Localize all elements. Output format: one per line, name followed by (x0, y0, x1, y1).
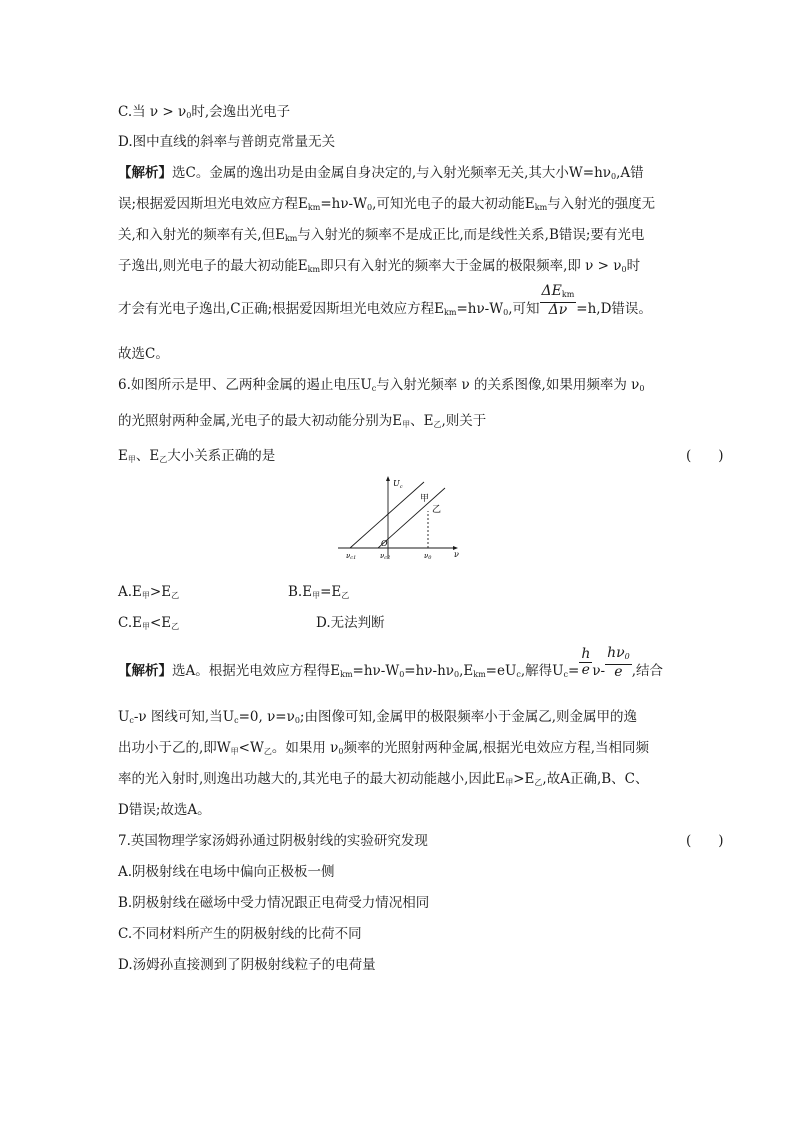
subscript: 乙 (171, 591, 180, 600)
analysis-text: ;由图像可知,金属甲的极限频率小于金属乙,则金属甲的逸 (299, 709, 638, 725)
analysis-text: =h,D错误。 (576, 301, 652, 317)
fraction-numerator: ΔE (541, 282, 562, 299)
subscript: 0 (399, 670, 405, 679)
analysis-text: 故选C。 (118, 346, 169, 362)
tick-nu-c2: νc2 (380, 552, 391, 561)
option-text: =E (320, 584, 342, 600)
subscript: 乙 (159, 455, 168, 464)
subscript: 甲 (312, 591, 321, 600)
analysis-5-line-3 (118, 226, 644, 248)
analysis-tag: 【解析】 (118, 165, 172, 181)
subscript: 0 (611, 172, 617, 181)
analysis-text: 与入射光的强度无 (547, 196, 656, 212)
analysis-text: 频率的光照射两种金属,根据光电效应方程,当相同频 (343, 740, 650, 756)
subscript: c (129, 716, 134, 725)
question-6-line-1 (118, 376, 644, 398)
line-jia-label: 甲 (420, 494, 430, 504)
analysis-text: ,解得U (520, 663, 564, 679)
y-axis-label: $U_c$ (393, 479, 403, 490)
subscript: 0 (503, 308, 509, 317)
fraction-denominator: Δν (548, 301, 568, 318)
option-text: D.无法判断 (316, 615, 385, 631)
analysis-text: =hν-W (456, 301, 504, 317)
q6-option-d (316, 614, 385, 632)
uc-nu-graph (338, 474, 464, 562)
question-text: ,则关于 (441, 413, 487, 429)
analysis-5-conclusion (118, 345, 169, 363)
subscript: 甲 (505, 778, 514, 787)
analysis-text: ,结合 (631, 663, 664, 679)
analysis-5-line-1 (118, 164, 644, 186)
fraction-hnu0-over-e (605, 646, 632, 680)
analysis-5-line-4 (118, 257, 640, 279)
question-text: 、E (135, 448, 160, 464)
subscript: 甲 (402, 420, 411, 429)
subscript: c (234, 716, 239, 725)
analysis-text: >E (513, 771, 535, 787)
q7-option-d (118, 956, 376, 974)
question-text: E (118, 448, 128, 464)
option-text: <E (150, 615, 172, 631)
subscript: 0 (453, 670, 460, 679)
analysis-text: 率的光入射时,则逸出功越大的,其光电子的最大初动能越小,因此E (118, 771, 506, 787)
subscript: c (563, 670, 568, 679)
subscript: km (444, 308, 457, 317)
analysis-text: 才会有光电子逸出,C正确;根据爱因斯坦光电效应方程E (118, 301, 445, 317)
analysis-text: =0, ν=ν (238, 709, 295, 725)
analysis-text: 子逸出,则光电子的最大初动能E (118, 258, 308, 274)
subscript: 甲 (142, 622, 150, 631)
subscript: 0 (367, 203, 373, 212)
subscript: km (340, 670, 353, 679)
fraction-numerator: hν (607, 644, 625, 661)
analysis-tag: 【解析】 (118, 663, 172, 679)
tick-nu-c1: νc1 (346, 552, 357, 561)
subscript: 甲 (230, 747, 239, 756)
subscript: 乙 (433, 420, 442, 429)
question-text: 大小关系正确的是 (167, 448, 276, 464)
subscript: c (371, 384, 377, 393)
analysis-text: 误;根据爱因斯坦光电效应方程E (118, 196, 308, 212)
option-text: A.阴极射线在电场中偏向正极板一侧 (118, 864, 335, 880)
fraction-denominator: e (581, 662, 590, 678)
question-text: 的光照射两种金属,光电子的最大初动能分别为E (118, 413, 403, 429)
option-c-text: C.当 ν > ν (118, 104, 187, 120)
question-text: 、E (410, 413, 434, 429)
option-c-tail: 时,会逸出光电子 (191, 104, 291, 120)
q7-option-a (118, 863, 335, 881)
analysis-6-line-4 (118, 770, 649, 792)
analysis-text: D错误;故选A。 (118, 802, 211, 818)
analysis-text: ν- (592, 663, 606, 679)
option-text: A.E (118, 584, 142, 600)
question-text: 与入射光频率 ν 的关系图像,如果用频率为 ν (376, 377, 640, 393)
subscript: 乙 (263, 747, 272, 756)
line-yi-label: 乙 (432, 505, 442, 515)
q6-option-a (118, 583, 179, 605)
analysis-text: =hν-hν (404, 663, 454, 679)
answer-bracket-q7: ( ) (686, 833, 724, 849)
subscript: 乙 (341, 591, 350, 600)
x-axis-label: ν (454, 550, 459, 559)
analysis-text: = (568, 663, 580, 679)
fraction-denominator: e (614, 663, 623, 680)
analysis-text: 选A。根据光电效应方程得E (172, 663, 341, 679)
question-text: 6.如图所示是甲、乙两种金属的遏止电压U (118, 377, 372, 393)
option-d-text: D.图中直线的斜率与普朗克常量无关 (118, 134, 336, 150)
analysis-text: =hν-W (320, 196, 367, 212)
analysis-text: ,可知 (508, 301, 540, 317)
q6-option-b (288, 583, 349, 605)
subscript: 0 (621, 265, 627, 274)
analysis-text: U (118, 709, 130, 725)
answer-bracket-q6: ( ) (686, 448, 724, 464)
analysis-6-line-2 (118, 708, 637, 730)
subscript: 乙 (171, 622, 180, 631)
option-text: B.阴极射线在磁场中受力情况跟正电荷受力情况相同 (118, 895, 430, 911)
subscript: km (473, 670, 486, 679)
fraction-h-over-e (579, 647, 592, 678)
analysis-text: 出功小于乙的,即W (118, 740, 231, 756)
subscript: 乙 (534, 778, 543, 787)
option-text: B.E (288, 584, 313, 600)
subscript: 0 (624, 651, 630, 661)
question-7-stem (118, 832, 428, 850)
q6-option-c (118, 614, 179, 636)
analysis-text: ,E (459, 663, 474, 679)
subscript: 0 (186, 111, 192, 120)
question-text: 7.英国物理学家汤姆孙通过阴极射线的实验研究发现 (118, 833, 428, 849)
analysis-text: ,故A正确,B、C、 (542, 771, 649, 787)
analysis-text: -ν 图线可知,当U (133, 709, 235, 725)
analysis-5-line-2 (118, 195, 655, 217)
analysis-6-conclusion (118, 801, 211, 819)
subscript: km (307, 265, 321, 274)
option-text: C.不同材料所产生的阴极射线的比荷不同 (118, 926, 362, 942)
subscript: 甲 (141, 591, 150, 600)
analysis-text: 选C。金属的逸出功是由金属自身决定的,与入射光频率无关,其大小W=hν (172, 165, 611, 181)
analysis-text: <W (238, 740, 264, 756)
option-c-line (118, 103, 290, 125)
option-text: >E (149, 584, 172, 600)
analysis-text: 时 (626, 258, 641, 274)
y-axis-arrow (386, 476, 390, 481)
analysis-text: 关,和入射光的频率有关,但E (118, 227, 285, 243)
subscript: km (284, 234, 298, 243)
q7-option-c (118, 925, 362, 943)
subscript: km (561, 289, 575, 299)
q7-option-b (118, 894, 429, 912)
tick-nu-0: ν0 (424, 552, 432, 561)
subscript: km (307, 203, 321, 212)
fraction-numerator: h (581, 646, 591, 662)
option-text: C.E (118, 615, 142, 631)
analysis-text: 。如果用 ν (271, 740, 339, 756)
analysis-text: ,A错 (616, 165, 644, 181)
analysis-text: 与入射光的频率不是成正比,而是线性关系,B错误;要有光电 (297, 227, 645, 243)
analysis-text: 即只有入射光的频率大于金属的极限频率,即 ν > ν (320, 258, 622, 274)
question-6-line-2 (118, 412, 486, 434)
analysis-text: =eU (485, 663, 517, 679)
subscript: 0 (338, 747, 344, 756)
subscript: 甲 (127, 455, 136, 464)
origin-label: O (381, 539, 388, 548)
option-d-line (118, 133, 335, 151)
analysis-text: ,可知光电子的最大初动能E (372, 196, 535, 212)
question-6-line-3 (118, 447, 275, 469)
subscript: 0 (294, 716, 300, 725)
analysis-text: =hν-W (352, 663, 400, 679)
subscript: c (516, 670, 521, 679)
option-text: D.汤姆孙直接测到了阴极射线粒子的电荷量 (118, 957, 376, 973)
analysis-6-line-3 (118, 739, 649, 761)
subscript: km (534, 203, 548, 212)
fraction-delta-ekm (540, 284, 577, 318)
subscript: 0 (639, 384, 645, 393)
